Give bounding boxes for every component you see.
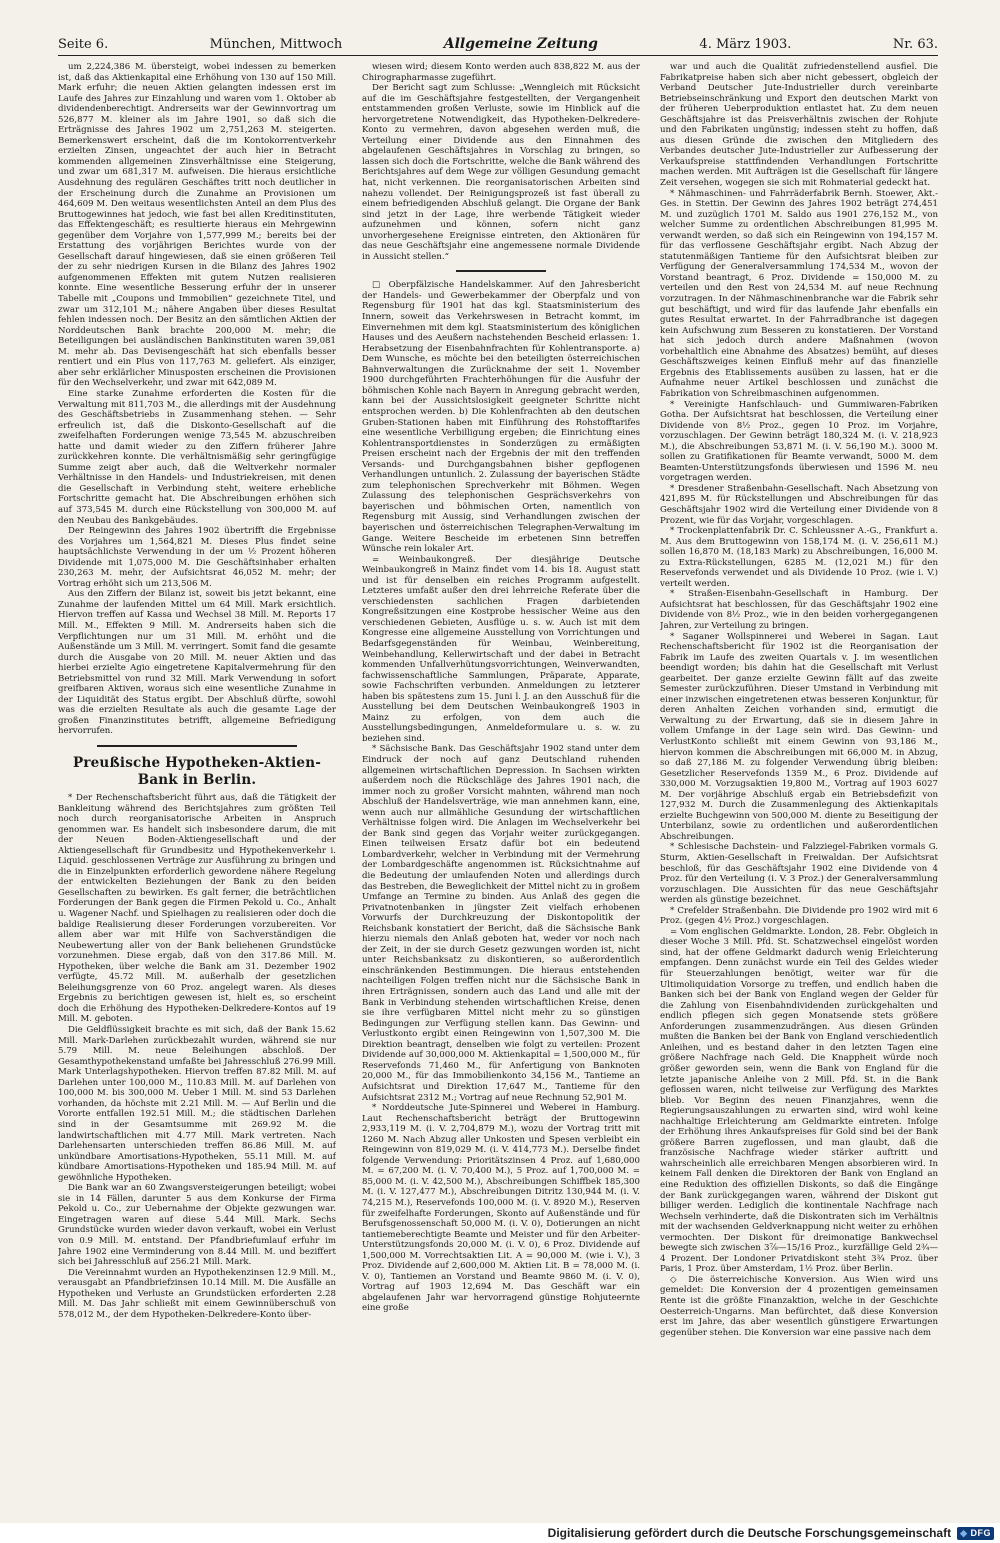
newspaper-title: Allgemeine Zeitung — [443, 36, 598, 52]
article-paragraph: * Straßen-Eisenbahn-Gesellschaft in Hamburg. Der Aufsichtsrat hat beschlossen, für das Geschäftsjahr 1902 eine Dividende von 8½ Proz., wie in den beiden vorhergegangenen Jahren, zur Verteilung zu bringen. — [660, 589, 938, 631]
article-paragraph: um 2,224,386 M. übersteigt, wobei indessen zu bemerken ist, daß das Aktienkapital eine Erhöhung von 130 auf 150 Mill. Mark erfuhr; die neuen Aktien gelangten indessen erst im Laufe des Jahres zur Einzahlung und waren vom 1. Oktober ab dividendenberechtigt. Andrerseits war der Gewinnvortrag um 526,877 M. kleiner als im Jahre 1901, so daß sich die Erträgnisse des Jahres 1902 um 2,751,263 M. steigerten. Bemerkenswert erscheint, daß die im Kontokorrentverkehr erzielten Zinsen, ungeachtet der auch hier in Betracht kommenden allgemeinen Zinsverhältnisse eine Steigerung, und zwar um 681,317 M. aufweisen. Die hieraus ersichtliche Ausdehnung des regulären Geschäftes tritt noch deutlicher in der Erscheinung durch die Zunahme an Provisionen um 464,609 M. Den weitaus wesentlichsten Anteil an dem Plus des Bruttogewinnes hat jedoch, wie fast bei allen Kreditinstituten, das Effektengeschäft; es resultierte hieraus ein Mehrgewinn gegenüber dem Vorjahre von 1,577,999 M.; bereits bei der Erstattung des vorjährigen Berichtes wurde von der Gesellschaft darauf hingewiesen, daß sie einen größeren Teil der zu sehr niedrigen Kursen in die Bilanz des Jahres 1902 aufgenommenen Effekten mit gutem Nutzen realisieren konnte. Eine wesentliche Besserung erfuhr der in unserer Tabelle mit „Coupons und Immobilien“ gezeichnete Titel, und zwar um 312,101 M.; nähere Angaben über dieses Resultat fehlen indessen noch. Der Besitz an den sämtlichen Aktien der Norddeutschen Bank brachte 200,000 M. mehr; die Beteiligungen bei ausländischen Bankinstituten waren 39,081 M. mehr ab. Das Devisengeschäft hat sich ebenfalls besser rentiert und ein Plus von 117,763 M. geliefert. Als einziger, aber sehr erklärlicher Minusposten erscheinen die Provisionen für den Wechselverkehr, und zwar mit 642,089 M. — [58, 62, 336, 389]
article-paragraph: * Saganer Wollspinnerei und Weberei in Sagan. Laut Rechenschaftsbericht für 1902 ist die Reorganisation der Fabrik im Laufe des zweiten Quartals v. J. im wesentlichen beendigt worden; bis dahin hat die Gesellschaft mit Verlust gearbeitet. Der ganze erzielte Gewinn fällt auf das zweite Semester zurückzuführen. Dieser Umstand in Verbindung mit einer inzwischen eingetretenen etwas besseren Konjunktur, für deren Anhalten Zeichen vorhanden sind, ermutigt die Verwaltung zu der Erwartung, daß sie in diesem Jahre in vollem Umfange in der Lage sein wird. Das Gewinn- und VerlustKonto schließt mit einem Gewinn von 93,186 M., hiervon kommen die Abschreibungen mit 66,000 M. in Abzug, so daß 27,186 M. zu folgender Verwendung übrig bleiben: Gesetzlicher Reservefonds 1359 M., 6 Proz. Dividende auf 330,000 M. Vorzugsaktien 19,800 M., Vortrag auf 1903 6027 M. Der vorjährige Abschluß ergab ein Betriebsdefizit von 127,932 M. Durch die Zusammenlegung des Aktienkapitals erzielte Buchgewinn von 500,000 M. diente zu Beseitigung der Unterbilanz, sowie zu ordentlichen und außerordentlichen Abschreibungen. — [660, 631, 938, 842]
article-paragraph: Eine starke Zunahme erforderten die Kosten für die Verwaltung mit 811,703 M., die allerdings mit der Ausdehnung des Geschäftsbetriebs in Zusammenhang stehen. — Sehr erfreulich ist, daß die Diskonto-Gesellschaft auf die zweifelhaften Forderungen wenige 73,545 M. abzuschreiben hatte und damit wieder zu den Ziffern früherer Jahre zurückkehren konnte. Die verhältnismäßig sehr geringfügige Summe zeigt aber auch, daß die Weltverkehr normaler Verhältnisse in den Handels- und Industriekreisen, mit denen die Gesellschaft in Verbindung steht, weitere erhebliche Fortschritte gemacht hat. Die Abschreibungen erhöhen sich auf 373,545 M. durch eine Rückstellung von 300,000 M. auf den Neubau des Bankgebäudes. — [58, 388, 336, 526]
article-heading: Preußische Hypotheken-Aktien-Bank in Berlin. — [72, 755, 322, 788]
digitization-footer — [0, 1523, 1000, 1543]
dfg-logo-icon: ◆ DFG — [957, 1527, 994, 1540]
article-paragraph: wiesen wird; diesem Konto werden auch 838,822 M. aus der Chirographarmasse zugeführt. — [362, 62, 640, 83]
article-paragraph: Der Reingewinn des Jahres 1902 übertrifft die Ergebnisse des Vorjahres um 1,564,821 M. Dieses Plus findet seine hauptsächlichste Verwendung in der um ½ Prozent höheren Dividende mit 1,075,000 M. Die Geschäftsinhaber erhalten 230,263 M. mehr, der Aufsichtsrat 46,052 M. mehr; der Vortrag erhöht sich um 213,506 M. — [58, 526, 336, 589]
article-paragraph: * Sächsische Bank. Das Geschäftsjahr 1902 stand unter dem Eindruck der noch auf ganz Deutschland ruhenden allgemeinen wirtschaftlichen Depression. In Sachsen wirkten außerdem noch die Rückschläge des Jahres 1901 nach, die immer noch zu großer Vorsicht mahnten, während man noch Abschluß der Handelsverträge, wie man annehmen kann, eine, wenn auch nur allmähliche Gesundung der wirtschaftlichen Verhältnisse folgen wird. Die Anlagen im Wechselverkehr bei der Bank sind gegen das Vorjahr weiter zurückgegangen. Einen teilweisen Ersatz dafür bot ein bedeutend Lombardverkehr, welcher in Verbindung mit der Vermehrung der Lombardgeschäfte angenommen ist. Rücksichtnahme auf die Bedeutung der umlaufenden Noten und allerdings durch das Bestreben, die Beweglichkeit der Mittel nicht zu in großem Umfange an Termine zu binden. Aus Anlaß des gegen die Privatnotenbanken in jüngster Zeit vielfach erhobenen Vorwurfs der Durchkreuzung der Diskontopolitik der Reichsbank konstatiert der Bericht, daß die Sächsische Bank hierzu niemals den Anlaß geboten hat, weder vor noch nach der Zeit, in der sie durch Gesetz gezwungen worden ist, nicht unter Reichsbanksatz zu diskontieren, so außerordentlich einschränkenden Bestimmungen. Die hieraus entstehenden nachteiligen Folgen treffen nicht nur die Sächsische Bank in ihren Erträgnissen, sondern auch das Land und alle mit der Bank in Verbindung stehenden wirtschaftlichen Kreise, denen sie ihre verfügbaren Mittel nicht mehr zu so günstigen Bedingungen zur Verfügung stellen kann. Das Gewinn- und Verlustkonto ergibt einen Reingewinn von 1,507,300 M. Die Direktion beantragt, denselben wie folgt zu verteilen: Prozent Dividende auf 30,000,000 M. Aktienkapital = 1,500,000 M., für Reservefonds 71,460 M., für Anfertigung von Banknoten 20,000 M., für das Immobilienkonto 34,156 M., Tantieme an Aufsichtsrat und Direktion 17,647 M., Tantieme für den Aufsichtsrat 2312 M.; Vortrag auf neue Rechnung 52,901 M. — [362, 744, 640, 1103]
article-paragraph: * Norddeutsche Jute-Spinnerei und Weberei in Hamburg. Laut Rechenschaftsbericht beträgt der Bruttogewinn 2,933,119 M. (i. V. 2,704,879 M.), wozu der Vortrag tritt mit 1260 M. Nach Abzug aller Unkosten und Spesen verbleibt ein Reingewinn von 819,029 M. (i. V. 414,773 M.). Derselbe findet folgende Verwendung: Prioritätszinsen 4 Proz. auf 1,680,000 M. = 67,200 M. (i. V. 70,400 M.), 5 Proz. auf 1,700,000 M. = 85,000 M. (i. V. 42,500 M.), Abschreibungen Schiffbek 185,300 M. (i. V. 127,477 M.), Abschreibungen Ditritz 130,944 M. (i. V. 74,215 M.), Reservefonds 100,000 M. (i. V. 8920 M.), Reserven für zweifelhafte Forderungen, Skonto auf Außenstände und für Berufsgenossenschaft 50,000 M. (i. V. 0), Dotierungen an nicht tantiemeberechtigte Beamte und Meister und für den Arbeiter-Unterstützungsfonds 20,000 M. (i. V. 0), 6 Proz. Dividende auf 1,500,000 M. Vorrechtsaktien Lit. A = 90,000 M. (wie i. V.), 3 Proz. Dividende auf 2,600,000 M. Aktien Lit. B = 78,000 M. (i. V. 0), Tantiemen an Vorstand und Beamte 9860 M. (i. V. 0), Vortrag auf 1903 12,694 M. Das Geschäft war ein abgelaufenen Jahr war hervorragend günstige Rohjuteernte eine große — [362, 1103, 640, 1314]
article-paragraph: Die Geldflüssigkeit brachte es mit sich, daß der Bank 15.62 Mill. Mark-Darlehen zurückbezahlt wurden, während sie nur 5.79 Mill. M. neue Beleihungen abschloß. Der Gesamthypothekenstand umfaßte bei Jahresschluß 276.99 Mill. Mark Unterlagshypotheken. Hiervon treffen 87.82 Mill. M. auf Darlehen unter 100,000 M., 110.83 Mill. M. auf Darlehen von 100,000 M. bis 300,000 M. Ueber 1 Mill. M. sind 53 Darlehen vorhanden, da höchste mit 2.21 Mill. M. — Auf Berlin und die Vororte entfallen 192.51 Mill. M.; die städtischen Darlehen sind in der Gesamtsumme mit 269.92 M. die landwirtschaftlichen mit 4.77 Mill. Mark vertreten. Nach Darlehensarten unterschieden treffen 86.86 Mill. M. auf unkündbare Amortisations-Hypotheken, 55.11 Mill. M. auf kündbare Amortisations-Hypotheken und 185.94 Mill. M. auf gewöhnliche Hypotheken. — [58, 1025, 336, 1183]
article-paragraph: = Vom englischen Geldmarkte. London, 28. Febr. Obgleich in dieser Woche 3 Mill. Pfd. St. Schatzwechsel eingelöst worden sind, hat der offene Geldmarkt dadurch wenig Erleichterung empfangen. Denn zunächst wurde ein Teil des Geldes wieder für Steuerzahlungen benötigt, weiter war für die Ultimoliquidation Vorsorge zu treffen, und endlich haben die Banken sich bei der Bank von England wegen der Gelder für die Zahlung von Eisenbahndividenden zurückgehalten und endlich pflegen sich gegen Monatsende stets größere Anforderungen zusammenzudrängen. Aus diesen Gründen mußten die Banken bei der Bank von England verschiedentlich Anleihen, und es bestand daher in den letzten Tagen eine größere Nachfrage nach Geld. Die Knappheit würde noch größer geworden sein, wenn die Bank von England für die letzte japanische Anleihe von 2 Mill. Pfd. St. in die Bank geflossen waren, nicht teilweise zur Verfügung des Marktes blieb. Vor Beginn des neuen Finanzjahres, wenn die Regierungsauszahlungen zu erwarten sind, wird wohl keine nachhaltige Erleichterung am Geldmarkte eintreten. Infolge der Erhöhung ihres Ankaufspreises für Gold sind bei der Bank größere Barren zugeflossen, und man glaubt, daß die französische Nachfrage wieder stärker auftritt und wahrscheinlich alle erreichbaren Mengen absorbieren wird. In keinem Fall denken die Direktoren der Bank von England an eine Reduktion des offiziellen Diskonts, so daß die Eingänge der Bank zurückgegangen waren, während der Diskont gut billiger werden. Lediglich die kontinentale Nachfrage nach Wechseln verhinderte, daß die Diskontraten sich im Verhältnis mit der wachsenden Geldverknappung nicht weiter zu erhöhen vermochten. Der Diskont für dreimonatige Bankwechsel bewegte sich zwischen 3⅞—15/16 Proz., kurzfällige Geld 2¾—4 Prozent. Der Londoner Privatdiskont steht 3¾ Proz. über Paris, 1 Proz. über Amsterdam, 1½ Proz. über Berlin. — [660, 926, 938, 1275]
article-paragraph: war und auch die Qualität zufriedenstellend ausfiel. Die Fabrikatpreise haben sich aber nicht gebessert, obgleich der Verband Deutscher Jute-Industrieller durch vereinbarte Betriebseinschränkung und Export den deutschen Markt von der früheren Ueberproduktion entlastet hat. Zu dem neuen Geschäftsjahre ist das Preisverhältnis zwischen der Rohjute und den Fabrikaten ungünstig; indessen steht zu hoffen, daß aus diesen Gründe die zwischen den Mitgliedern des Verbandes deutscher Jute-Industrieller zur Aufbesserung der Verkaufspreise stattfindenden Verhandlungen Fortschritte machen werden. Mit Aufträgen ist die Gesellschaft für längere Zeit versehen, wogegen sie sich mit Rohmaterial gedeckt hat. — [660, 62, 938, 189]
page-number: Seite 6. — [58, 37, 109, 52]
section-divider — [97, 745, 297, 747]
article-paragraph: * Nähmaschinen- und Fahrräderfabrik Bernh. Stoewer, Akt.-Ges. in Stettin. Der Gewinn des Jahres 1902 beträgt 274,451 M. und zuzüglich 1701 M. Saldo aus 1901 276,152 M., von welcher Summe zu ordentlichen Abschreibungen 81,995 M. verwandt werden, so daß sich ein Reingewinn von 194,157 M. für das verflossene Geschäftsjahr ergibt. Nach Abzug der statutenmäßigen Tantieme für den Aufsichtsrat bleiben zur Verfügung der Generalversammlung 174,534 M., wovon der Vorstand beantragt, 6 Proz. Dividende = 150,000 M. zu verteilen und den Rest von 24,534 M. auf neue Rechnung vorzutragen. In der Nähmaschinenbranche war die Fabrik sehr gut beschäftigt, und wird für das laufende Jahr ebenfalls ein gutes Resultat erwartet. In der Fahrradbranche ist dagegen kein Aufschwung zum Besseren zu konstatieren. Der Vorstand hat sich jedoch durch andere Maßnahmen (wovon vorbehaltlich eine Abnahme des Absatzes) bemüht, auf dieses Geschäftszweiges keinen Einfluß mehr auf das finanzielle Ergebnis des Etablissements ausüben zu lassen, hat er die Aufnahme neuer Artikel beschlossen und zunächst die Fabrikation von Schreibmaschinen aufgenommen. — [660, 188, 938, 399]
issue-date: 4. März 1903. — [699, 37, 792, 52]
article-paragraph: * Der Rechenschaftsbericht führt aus, daß die Tätigkeit der Bankleitung während des Berichtsjahres zum größten Teil noch durch reorganisatorische Arbeiten in Anspruch genommen war. Es handelt sich insbesondere darum, die mit der Neuen Boden-Aktiengesellschaft und der Aktiengesellschaft für Grundbesitz und Hypothekenverkehr i. Liquid. geschlossenen Verträge zur Ausführung zu bringen und die in Einzelpunkten erforderlich gewordene nähere Regelung der entwickelten Beziehungen der Bank zu den beiden Gesellschaften zu bewirken. Es galt ferner, die beträchtlichen Forderungen der Bank gegen die Firmen Pekold u. Co., Anhalt u. Wagener Nachf. und Spielhagen zu realisieren oder doch die baldige Realisierung dieser Forderungen vorzubereiten. Vor allem aber war mit Hilfe von Sachverständigen die Neubewertung aller von der Bank beliehenen Grundstücke vorzunehmen. Diese ergab, daß von den 317.86 Mill. M. Hypotheken, über welche die Bank am 31. Dezember 1902 verfügte, 45.72 Mill. M. außerhalb der gesetzlichen Beleihungsgrenze von 60 Proz. angelegt waren. Als dieses Ergebnis zu berichtigen gewesen ist, hielt es, so erscheint doch die Erhöhung des Hypotheken-Delkredere-Kontos auf 19 Mill. M. geboten. — [58, 793, 336, 1025]
article-paragraph: Aus den Ziffern der Bilanz ist, soweit bis jetzt bekannt, eine Zunahme der laufenden Mittel um 64 Mill. Mark ersichtlich. Hiervon treffen auf Kassa und Wechsel 38 Mill. M. Reports 17 Mill. M., Effekten 9 Mill. M. Andrerseits haben sich die Verpflichtungen nur um 31 Mill. M. erhöht und die Außenstände um 3 Mill. M. verringert. Somit fand die gesamte durch die Ausgabe von 20 Mill. M. neuer Aktien und das hierbei erzielte Agio eingetretene Kapitalvermehrung für den Betriebsmittel von rund 32 Mill. Mark Verwendung in sofort greifbaren Aktiven, woraus sich eine wesentliche Zunahme in der Liquidität des Status ergibt. Der Abschluß dürfte, sowohl was die erzielten Resultate als auch die gesamte Lage der großen Finanzinstitutes betrifft, allgemeine Befriedigung hervorrufen. — [58, 589, 336, 737]
article-paragraph: Die Vereinnahmt wurden an Hypothekenzinsen 12.9 Mill. M., verausgabt an Pfandbriefzinsen 10.14 Mill. M. Die Ausfälle an Hypotheken und Verluste an Grundstücken erforderten 2.28 Mill. M. Das Jahr schließt mit einem Gewinnüberschuß von 578,012 M., der dem Hypotheken-Delkredere-Konto über- — [58, 1267, 336, 1320]
place-date-line: München, Mittwoch — [209, 37, 343, 52]
article-paragraph: * Crefelder Straßenbahn. Die Dividende pro 1902 wird mit 6 Proz. (gegen 4½ Proz.) vorgeschlagen. — [660, 905, 938, 927]
funding-notice: Digitalisierung gefördert durch die Deutsche Forschungsgemeinschaft — [547, 1526, 952, 1540]
page-header — [58, 30, 938, 56]
article-paragraph: Der Bericht sagt zum Schlusse: „Wenngleich mit Rücksicht auf die im Geschäftsjahre festgestellten, der Vergangenheit entstammenden großen Verluste, sowie im Hinblick auf die hervorgetretene Notwendigkeit, das Hypotheken-Delkredere-Konto zu vermehren, davon abgesehen werden muß, die Verteilung einer Dividende aus den Einnahmen des abgelaufenen Geschäftsjahres in Vorschlag zu bringen, so lassen sich doch die Fortschritte, welche die Bank während des Berichtsjahres auf dem Wege zur völligen Gesundung gemacht hat, nicht verkennen. Die reorganisatorischen Arbeiten sind nahezu vollendet. Der Reinigungsprozeß ist fast überall zu einem befriedigenden Abschluß gelangt. Die Organe der Bank sind jetzt in der Lage, ihre werbende Tätigkeit wieder aufzunehmen und können, sofern nicht ganz unvorhergesehene Ereignisse eintreten, den Aktionären für das neue Geschäftsjahr eine angemessene normale Dividende in Aussicht stellen.“ — [362, 83, 640, 262]
article-paragraph: □ Oberpfälzische Handelskammer. Auf den Jahresbericht der Handels- und Gewerbekammer der Oberpfalz und von Regensburg für 1901 hat das kgl. Staatsministerium des Innern, soweit das Verkehrswesen in Betracht kommt, im Einvernehmen mit dem kgl. Staatsministerium des königlichen Hauses und des Aeußern nachstehenden Bescheid erlassen: 1. Herabsetzung der Eisenbahnfrachten für Kohlentransporte. a) Dem Wunsche, es möchte bei den beteiligten österreichischen Bahnverwaltungen die Zurücknahme der seit 1. November 1900 durchgeführten Frachterhöhungen für die Ausfuhr der böhmischen Kohle nach Bayern in Anregung gebracht werden, kann bei der Aussichtslosigkeit geeigneter Schritte nicht entsprochen werden. b) Die Kohlenfrachten ab den deutschen Gruben-Stationen haben mit Einführung des Rohstofftarifes eine wesentliche Verbilligung ergeben; die Einrichtung eines Kohlentransportdienstes in Sonderzügen zu ermäßigten Preisen erscheint nach der Ergebnis der mit den treffenden Versands- und Durchgangsbahnen bisher gepflogenen Verhandlungen untunlich. 2. Zulassung der bayerischen Städte zum telephonischen Sprechverkehr mit Böhmen. Wegen Zulassung des telephonischen Gesprächsverkehrs von bayerischen und böhmischen Orten, namentlich von Regensburg mit Aussig, sind Verhandlungen zwischen der bayerischen und österreichischen Telegraphen-Verwaltung im Gange. Weitere Bescheide im erbetenen Sinn betreffen Wünsche rein lokaler Art. — [362, 280, 640, 555]
section-divider — [456, 270, 546, 272]
article-paragraph: * Trockenplattenfabrik Dr. C. Schleussner A.-G., Frankfurt a. M. Aus dem Bruttogewinn von 158,174 M. (i. V. 256,611 M.) sollen 16,870 M. (18,183 Mark) zu Abschreibungen, 16,000 M. zu Extra-Rückstellungen, 6285 M. (12,021 M.) für den Reservefonds verwendet und als Dividende 10 Proz. (wie i. V.) verteilt werden. — [660, 526, 938, 589]
article-paragraph: ◇ Die österreichische Konversion. Aus Wien wird uns gemeldet: Die Konversion der 4 prozentigen gemeinsamen Rente ist die größte Finanzaktion, welche in der Geschichte Oesterreich-Ungarns. Man befürchtet, daß diese Konversion erst im Jahre, das aber wesentlich günstigere Erwartungen gegenüber stehen. Die Konversion war eine passive nach dem — [660, 1274, 938, 1338]
column-right — [660, 62, 938, 1467]
column-left — [58, 62, 336, 1467]
article-paragraph: * Dresdener Straßenbahn-Gesellschaft. Nach Absetzung von 421,895 M. für Rückstellungen und Abschreibungen für das Geschäftsjahr 1902 wird die Verteilung einer Dividende von 8 Prozent, wie für das Vorjahr, vorgeschlagen. — [660, 483, 938, 526]
column-middle — [362, 62, 640, 1467]
article-paragraph: = Weinbaukongreß. Der diesjährige Deutsche Weinbaukongreß in Mainz findet vom 14. bis 18. August statt und ist für denselben ein reiches Programm aufgestellt. Letzteres umfaßt außer den drei lehrreiche Referate über die verschiedensten sachlichen Fragen darbietenden Kongreßsitzungen eine Kostprobe hessischer Weine aus den verschiedenen Gebieten, Ausflüge u. s. w. Auch ist mit dem Kongresse eine allgemeine Ausstellung von Vorrichtungen und Bedarfsgegenständen für Weinbau, Weinbereitung, Weinbehandlung, Kellerwirtschaft und der dabei in Betracht kommenden Unfallverhütungsvorrichtungen, Weinverwandten, fachwissenschaftliche Sammlungen, Präparate, Apparate, sowie Fachschriften verbunden. Anmeldungen zu letzterer haben bis spätestens zum 15. Juni l. J. an den Ausschuß für die Ausstellung bei dem Deutschen Weinbaukongreß 1903 in Mainz zu erfolgen, von dem auch die Ausstellungsbedingungen, Anmeldeformulare u. s. w. zu beziehen sind. — [362, 554, 640, 744]
article-paragraph: * Schlesische Dachstein- und Falzziegel-Fabriken vormals G. Sturm, Aktien-Gesellschaft in Freiwaldan. Der Aufsichtsrat beschloß, für das Geschäftsjahr 1902 eine Dividende von 4 Proz. für den Verteilung (i. V. 3 Proz.) der Generalversammlung vorzuschlagen. Die Aussichten für das neue Geschäftsjahr werden als günstige bezeichnet. — [660, 842, 938, 906]
article-paragraph: * Vereinigte Hanfschlauch- und Gummiwaren-Fabriken Gotha. Der Aufsichtsrat hat beschlossen, die Verteilung einer Dividende von 8½ Proz., gegen 10 Proz. im Vorjahre, vorzuschlagen. Der Gewinn beträgt 180,324 M. (i. V. 218,923 M.), die Abschreibungen 53,871 M. (i. V. 56,190 M.). 3000 M. sollen zu Gratifikationen für Beamte verwandt, 5000 M. dem Beamten-Unterstützungsfonds überwiesen und 1596 M. neu vorgetragen werden. — [660, 399, 938, 484]
issue-number: Nr. 63. — [892, 37, 938, 52]
article-paragraph: Die Bank war an 60 Zwangsversteigerungen beteiligt; wobei sie in 14 Fällen, darunter 5 aus dem Konkurse der Firma Pekold u. Co., zur Uebernahme der Objekte gezwungen war. Eingetragen waren auf diese 5.44 Mill. Mark. Sechs Grundstücke wurden wieder davon verkauft, wobei ein Verlust von 0.9 Mill. M. entstand. Der Pfandbriefumlauf erfuhr im Jahre 1902 eine Verminderung von 8.44 Mill. M. und beziffert sich bei Jahresschluß auf 256.21 Mill. Mark. — [58, 1183, 336, 1268]
